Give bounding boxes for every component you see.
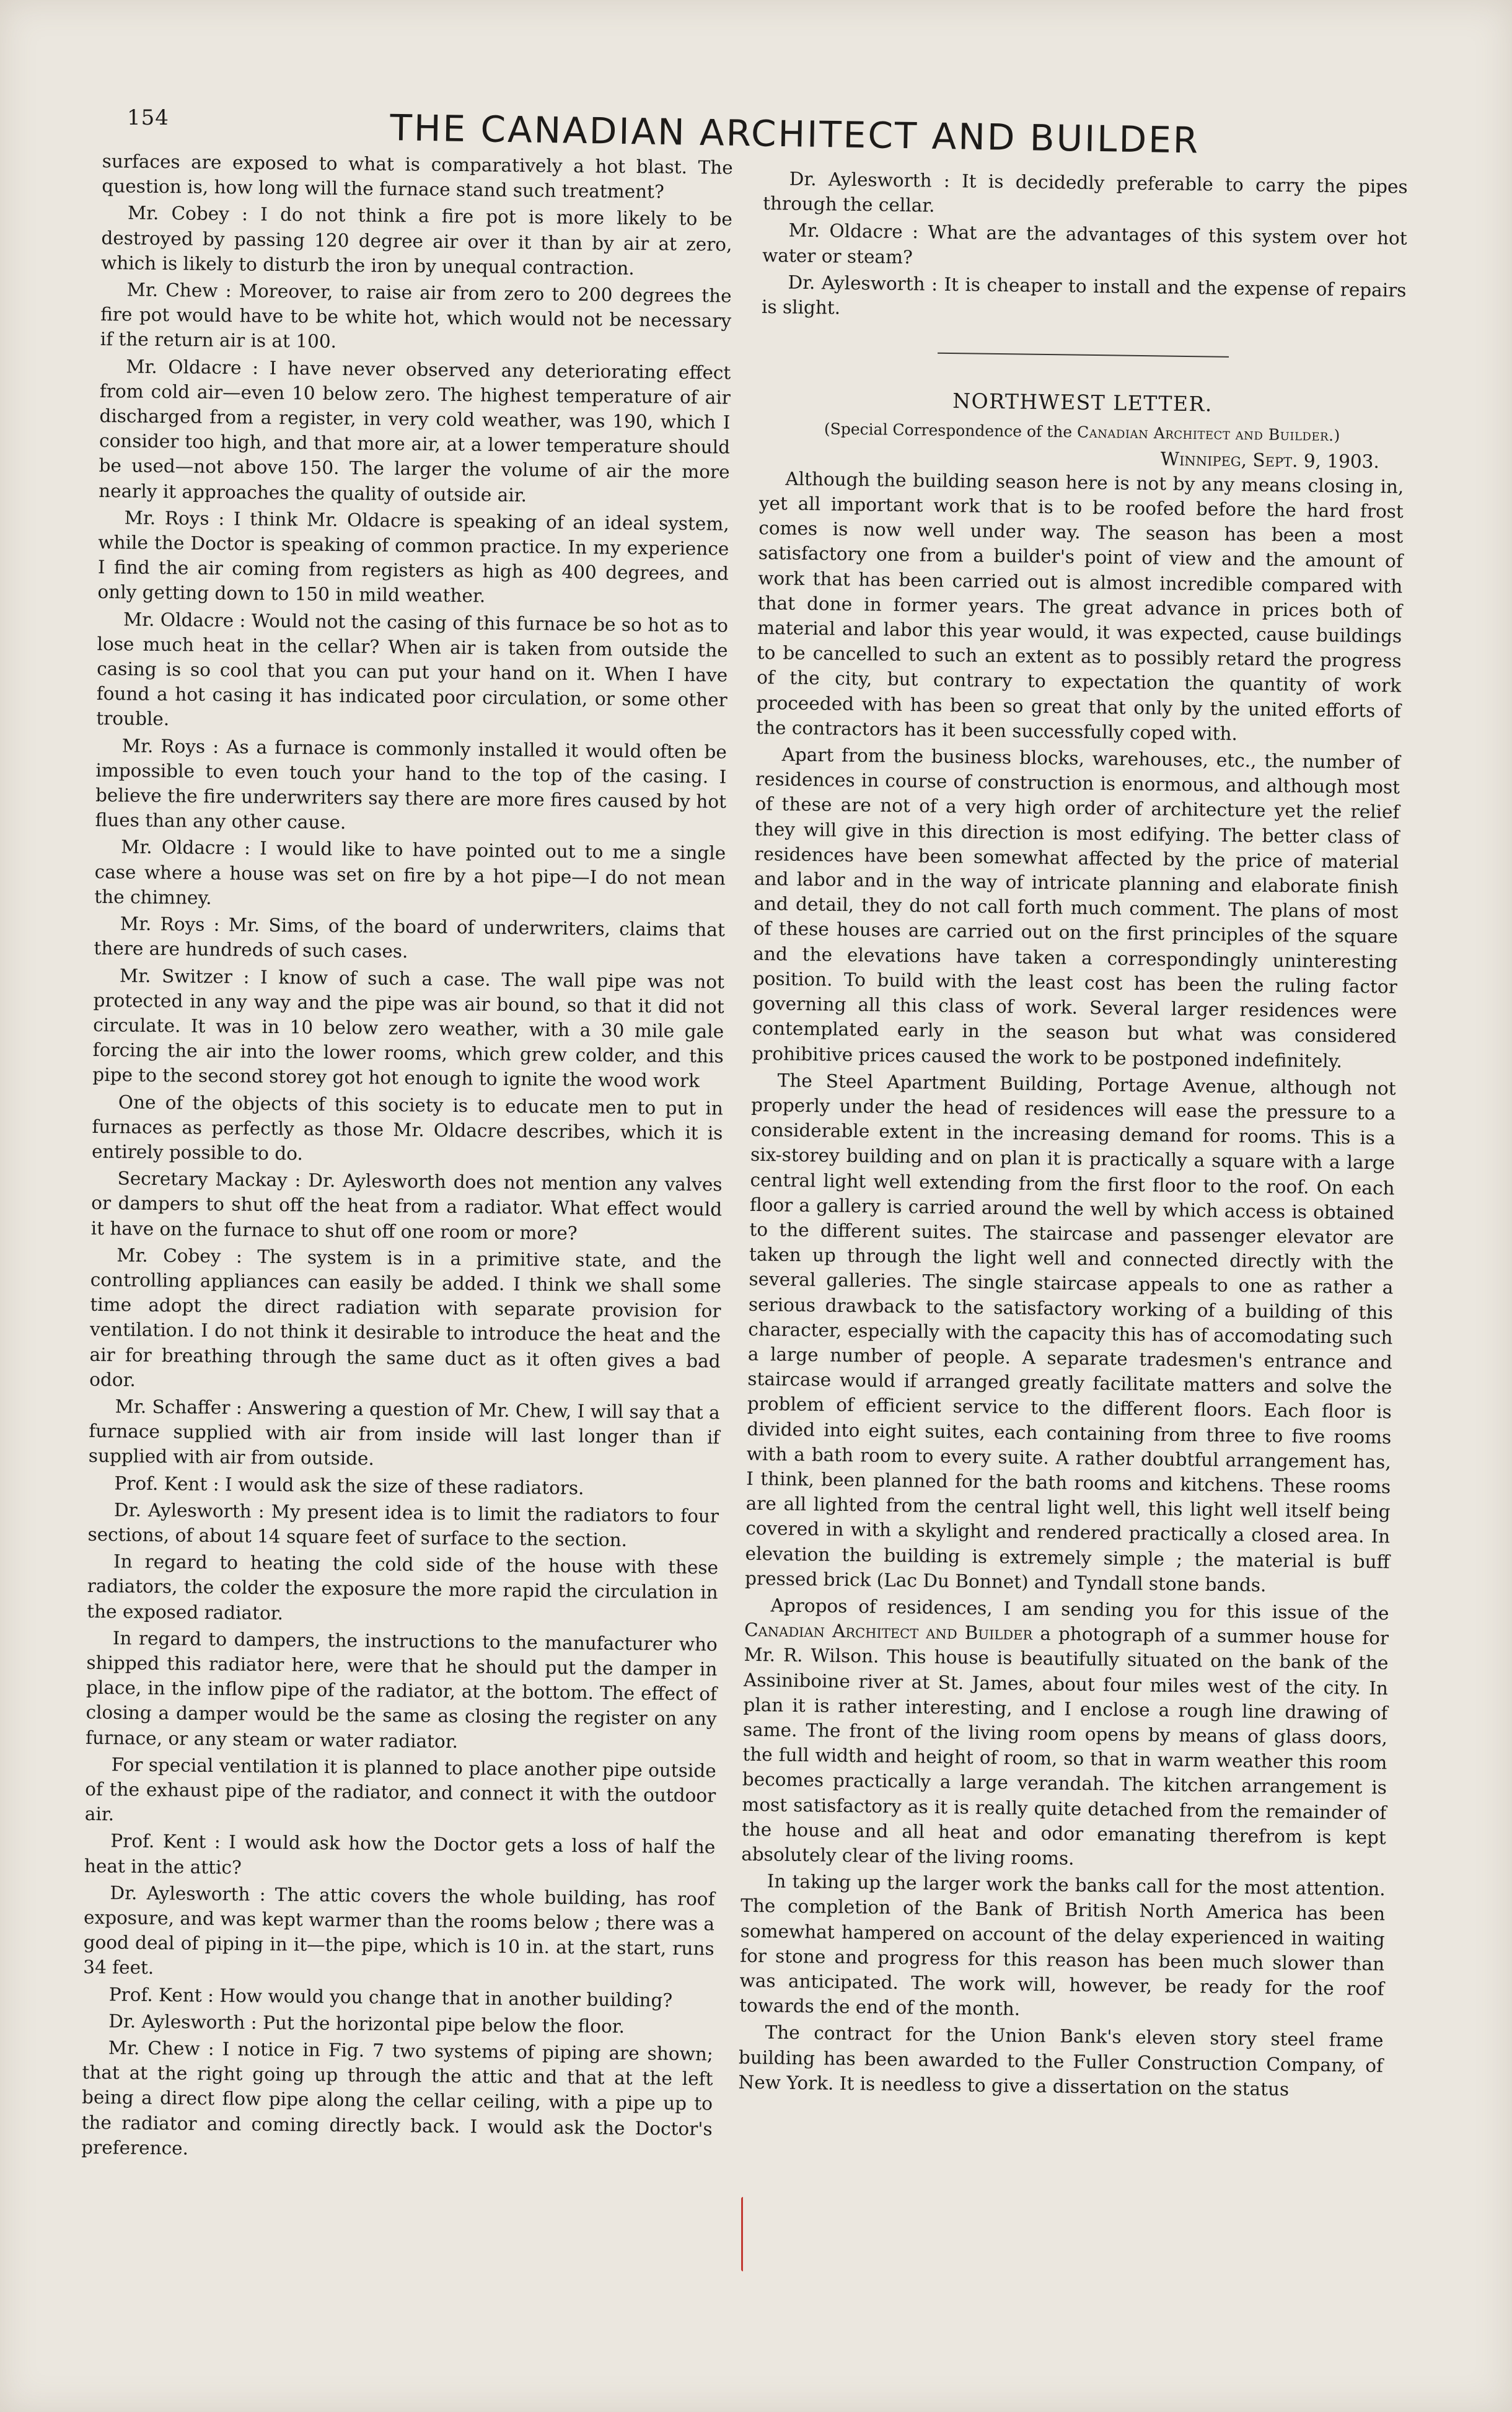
- paragraph: Mr. Roys : As a furnace is commonly installed it would often be impossible to even touch your hand to the top of the casing. I believe the fire underwriters say there are more fires caused by hot flues than any other cause.: [95, 735, 727, 834]
- paragraph: Prof. Kent : How would you change that in another building?: [108, 1983, 673, 2011]
- apropos-lead: Apropos of residences, I am sending you for this issue of the: [770, 1595, 1389, 1624]
- paragraph: In regard to dampers, the instructions to the manufacturer who shipped this radiator here, were that he should put the damper in place, in the inflow pipe of the radiator, at the bottom. The effect of closing a damper would be the same as closing the register on any furnace, or any steam or water radiator.: [85, 1627, 718, 1752]
- paragraph-apropos: [741, 1593, 1389, 1875]
- paragraph: Dr. Aylesworth : It is decidedly preferable to carry the pipes through the cellar.: [762, 168, 1408, 216]
- section-subtitle-prefix: (Special Correspondence of the: [824, 420, 1073, 441]
- section-title: NORTHWEST LETTER.: [952, 389, 1213, 416]
- paragraph: Although the building season here is not by any means closing in, yet all important work that is to be roofed before the hard frost comes is now well under way. The season has been a most satisfactory one from a builder's point of view and the amount of work that has been carried out is almost incredible compared with that done in former years. The great advance in prices both of material and labor this year would, it was expected, cause buildings to be cancelled to such an extent as to possibly retard the progress of the city, but contrary to expectation the quantity of work proceeded with has been so great that only by the united efforts of the contractors has it been successfully coped with.: [755, 468, 1404, 744]
- paragraph: Dr. Aylesworth : The attic covers the whole building, has roof exposure, and was kept warmer than the rooms below ; there was a good deal of piping in it—the pipe, which is 10 in. at the start, runs 34 feet.: [83, 1882, 715, 1979]
- paragraph: The Steel Apartment Building, Portage Avenue, although not properly under the head of residences will ease the pressure to a considerable extent in the increasing demand for rooms. This is a six-storey building and on plan it is practically a square with a large central light well extending from the first floor to the roof. On each floor a gallery is carried around the well by which access is obtained to the different suites. The staircase and passenger elevator are taken up through the light well and connected directly with the several galleries. The single staircase appeals to one as rather a serious drawback to the satisfactory working of a building of this character, especially with the capacity this has of accomodating such a large number of people. A separate tradesmen's entrance and staircase would if arranged greatly facilitate matters and solve the problem of efficient service to the different floors. Each floor is divided into eight suites, each containing from three to five rooms with a bath room to every suite. A rather doubtful arrangement has, I think, been planned for the bath rooms and kitchens. These rooms are all lighted from the central light well, this light well itself being covered in with a skylight and rendered practically a closed area. In elevation the building is extremely simple ; the material is buff pressed brick (Lac Du Bonnet) and Tyndall stone bands.: [744, 1070, 1396, 1596]
- paragraph: Mr. Oldacre : What are the advantages of this system over hot water or steam?: [762, 219, 1407, 268]
- paragraph: Mr. Oldacre : I would like to have pointed out to me a single case where a house was set on fire by a hot pipe—I do not mean the chimney.: [94, 836, 726, 909]
- red-margin-mark: [741, 2197, 747, 2271]
- paragraph: Mr. Oldacre : Would not the casing of this furnace be so hot as to lose much heat in the cellar? When air is taken from outside the casing is so cool that you can put your hand on it. When I have found a hot casing it has indicated poor circulation, or some other trouble.: [96, 609, 729, 730]
- paragraph: Mr. Chew : Moreover, to raise air from zero to 200 degrees the fire pot would have to be white hot, which would not be necessary if the return air is at 100.: [100, 279, 732, 353]
- apropos-publication: Canadian Architect and Builder: [744, 1619, 1033, 1645]
- paragraph: Mr. Chew : I notice in Fig. 7 two systems of piping are shown; that at the right going up through the attic and that at the left being a direct flow pipe along the cellar ceiling, with a pipe up to the radiator and coming directly back. I would ask the Doctor's preference.: [81, 2037, 714, 2159]
- paragraph: Mr. Schaffer : Answering a question of Mr. Chew, I will say that a furnace supplied with air from inside will last longer than if supplied with air from outside.: [88, 1396, 720, 1470]
- paragraph: One of the objects of this society is to educate men to put in furnaces as perfectly as those Mr. Oldacre describes, which it is entirely possible to do.: [91, 1091, 724, 1164]
- paragraph: Dr. Aylesworth : It is cheaper to install and the expense of repairs is slight.: [761, 271, 1407, 319]
- paragraph: Mr. Cobey : The system is in a primitive state, and the controlling appliances can easily be added. I think we shall some time adopt the direct radiation with separate provision for ventilation. I do not think it desirable to introduce the heat and the air for breathing through the same duct as it often gives a bad odor.: [89, 1244, 722, 1391]
- paragraph: For special ventilation it is planned to place another pipe outside of the exhaust pipe of the radiator, and connect it with the outdoor air.: [84, 1754, 716, 1825]
- paragraph: Prof. Kent : I would ask the size of these radiators.: [114, 1472, 584, 1499]
- paragraph: Mr. Switzer : I know of such a case. The wall pipe was not protected in any way and the pipe was air bound, so that it did not circulate. It was in 10 below zero weather, with a 30 mile gale forcing the air into the lower rooms, which grew colder, and this pipe to the second storey got hot enough to ignite the wood work: [92, 964, 725, 1092]
- left-column: [81, 149, 733, 2167]
- paragraph: In taking up the larger work the banks call for the most attention. The completion of the Bank of British North America has been somewhat hampered on account of the delay experienced in waiting for stone and progress for this reason has been much slower than was anticipated. The work will, however, be ready for the roof towards the end of the month.: [739, 1870, 1386, 2020]
- paragraph: Mr. Oldacre : I have never observed any deteriorating effect from cold air—even 10 below zero. The highest temperature of air discharged from a register, in very cold weather, was 190, which I consider too high, and that more air, at a lower temperature should be used—not above 150. The larger the volume of air the more nearly it approaches the quality of outside air.: [99, 356, 731, 506]
- paragraph: Secretary Mackay : Dr. Aylesworth does not mention any valves or dampers to shut off the heat from a radiator. What effect would it have on the furnace to shut off one room or more?: [90, 1168, 723, 1244]
- paragraph: In regard to heating the cold side of the house with these radiators, the colder the exposure the more rapid the circulation in the exposed radiator.: [87, 1551, 719, 1624]
- dateline: Winnipeg, Sept. 9, 1903.: [1160, 448, 1380, 472]
- paragraph: Apart from the business blocks, warehouses, etc., the number of residences in course of construction is enormous, and although most of these are not of a very high order of architecture yet the relief they will give in this direction is most edifying. The better class of residences have been somewhat affected by the price of material and labor and in the way of intricate planning and elaborate finish and detail, they do not call forth much comment. The plans of most of these houses are carried out on the first principles of the square and the elevations have taken a correspondingly uninteresting position. To build with the least cost has been the ruling factor governing all this class of work. Several larger residences were contemplated early in the season but what was considered prohibitive prices caused the work to be postponed indefinitely.: [752, 744, 1400, 1072]
- right-column: [738, 166, 1408, 2103]
- paragraph: Mr. Roys : Mr. Sims, of the board of underwriters, claims that there are hundreds of such cases.: [94, 913, 726, 962]
- paragraph: Prof. Kent : I would ask how the Doctor gets a loss of half the heat in the attic?: [84, 1830, 716, 1878]
- paragraph: Mr. Roys : I think Mr. Oldacre is speaking of an ideal system, while the Doctor is speaking of common practice. In my experience I find the air coming from registers as high as 400 degrees, and only getting down to 150 in mild weather.: [97, 507, 729, 607]
- paragraph: The contract for the Union Bank's eleven story steel frame building has been awarded to the Fuller Construction Company, of New York. It is needless to give a dissertation on the status: [738, 2022, 1384, 2100]
- section-divider: [938, 353, 1229, 358]
- section-subtitle-publication: Canadian Architect and Builder.): [1076, 423, 1341, 445]
- paragraph: surfaces are exposed to what is comparatively a hot blast. The question is, how long will the furnace stand such treatment?: [102, 150, 733, 203]
- paragraph: Mr. Cobey : I do not think a fire pot is more likely to be destroyed by passing 120 degree air over it than by air at zero, which is likely to disturb the iron by unequal contraction.: [100, 202, 733, 279]
- paragraph: Dr. Aylesworth : Put the horizontal pipe below the floor.: [108, 2010, 625, 2037]
- apropos-rest: a photograph of a summer house for Mr. R. Wilson. This house is beautifully situated on the bank of the Assiniboine river at St. James, about four miles west of the city. In plan it is rather interesting, and I enclose a rough line drawing of same. The front of the living room opens by means of glass doors, the full width and height of room, so that in warm weather this room becomes practically a large verandah. The kitchen arrangement is most satisfactory as it is really quite detached from the remainder of the house and all heat and odor emanating therefrom is kept absolutely clear of the living rooms.: [741, 1623, 1389, 1869]
- masthead-title: THE CANADIAN ARCHITECT AND BUILDER: [389, 107, 1200, 162]
- page-number: 154: [127, 105, 169, 130]
- paragraph: Dr. Aylesworth : My present idea is to limit the radiators to four sections, of about 14 square feet of surface to the section.: [87, 1499, 719, 1551]
